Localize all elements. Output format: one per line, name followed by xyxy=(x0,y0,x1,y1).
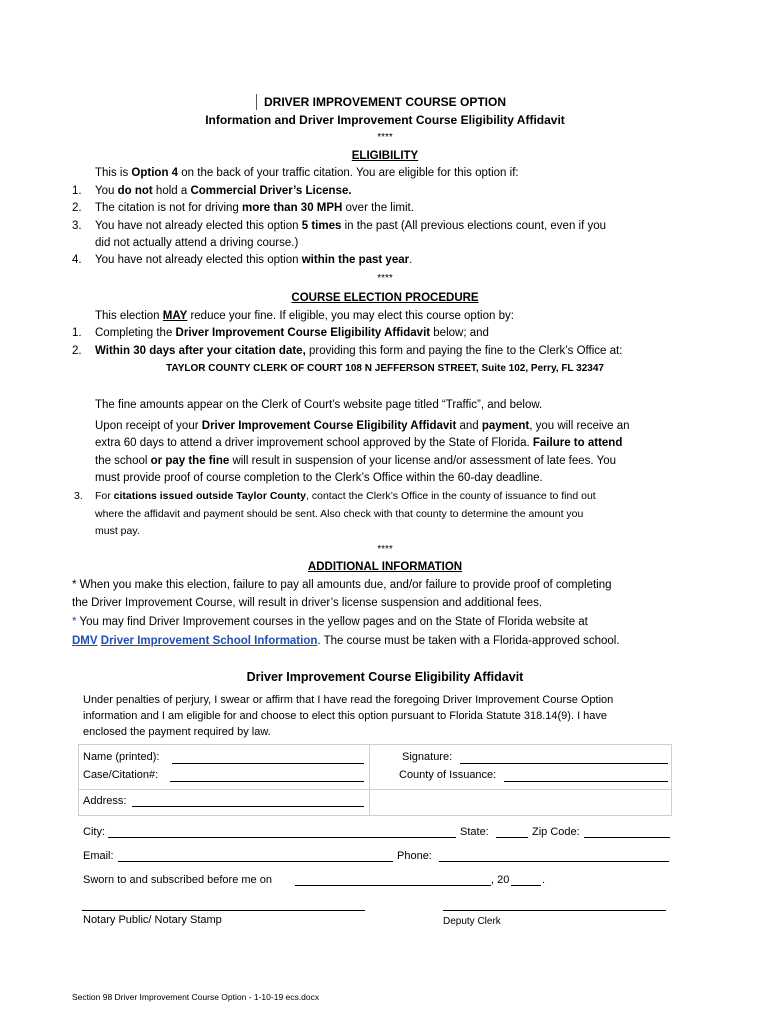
school-info-link[interactable]: Driver Improvement School Information xyxy=(100,635,318,647)
page-subtitle: Information and Driver Improvement Course Eligibility Affidavit xyxy=(205,113,565,127)
procedure-item: Completing the Driver Improvement Course Eligibility Affidavit below; and xyxy=(95,327,489,339)
name-field[interactable] xyxy=(172,763,364,764)
separator: **** xyxy=(377,544,393,555)
citation-field-label: Case/Citation#: xyxy=(83,769,159,781)
footer-filename: Section 98 Driver Improvement Course Option - 1-10-19 ecs.docx xyxy=(72,992,320,1002)
county-field-label: County of Issuance: xyxy=(399,769,497,781)
additional-line: the Driver Improvement Course, will result in driver’s license suspension and additional fees. xyxy=(72,597,543,609)
eligibility-heading: ELIGIBILITY xyxy=(351,150,419,162)
additional-line: * When you make this election, failure to pay all amounts due, and/or failure to provide proof of completing xyxy=(72,579,612,591)
additional-heading: ADDITIONAL INFORMATION xyxy=(307,561,463,573)
list-number: 3. xyxy=(72,220,82,232)
list-number: 1. xyxy=(72,185,82,197)
clerk-address: TAYLOR COUNTY CLERK OF COURT 108 N JEFFERSON STREET, Suite 102, Perry, FL 32347 xyxy=(166,363,604,374)
affidavit-heading: Driver Improvement Course Eligibility Affidavit xyxy=(246,670,524,684)
affidavit-paragraph: enclosed the payment required by law. xyxy=(83,726,271,738)
list-number: 2. xyxy=(72,202,82,214)
clerk-label: Deputy Clerk xyxy=(443,916,501,927)
procedure-intro: This election MAY reduce your fine. If eligible, you may elect this course option by: xyxy=(95,310,514,322)
notary-label: Notary Public/ Notary Stamp xyxy=(83,914,222,926)
affidavit-paragraph: information and I am eligible for and choose to elect this option pursuant to Florida Statute 318.14(9). I have xyxy=(83,710,608,722)
state-field[interactable] xyxy=(496,837,528,838)
address-field[interactable] xyxy=(132,806,364,807)
zip-field-label: Zip Code: xyxy=(532,826,580,838)
eligibility-item: You have not already elected this option 5 times in the past (All previous elections count, even if you xyxy=(95,220,607,232)
fine-note: The fine amounts appear on the Clerk of Court’s website page titled “Traffic”, and below. xyxy=(95,399,543,411)
eligibility-item: The citation is not for driving more than 30 MPH over the limit. xyxy=(95,202,414,214)
email-field[interactable] xyxy=(118,861,393,862)
procedure-paragraph: the school or pay the fine will result in suspension of your license and/or assessment of late fees. You xyxy=(95,455,616,467)
signature-field-label: Signature: xyxy=(402,751,453,763)
eligibility-item: You do not hold a Commercial Driver’s License. xyxy=(95,185,352,197)
sworn-year-prefix: , 20 xyxy=(491,874,510,886)
sworn-year-field[interactable] xyxy=(511,885,541,886)
list-number: 4. xyxy=(72,254,82,266)
sworn-period: . xyxy=(542,874,546,886)
procedure-paragraph: Upon receipt of your Driver Improvement Course Eligibility Affidavit and payment, you will receive an xyxy=(95,420,630,432)
county-field[interactable] xyxy=(504,781,668,782)
list-number: 1. xyxy=(72,327,82,339)
signature-field[interactable] xyxy=(460,763,668,764)
eligibility-item: You have not already elected this option within the past year. xyxy=(95,254,413,266)
procedure-paragraph: extra 60 days to attend a driver improvement school approved by the State of Florida. Failure to attend xyxy=(95,437,623,449)
procedure-item-continued: must pay. xyxy=(95,525,140,537)
list-number: 2. xyxy=(72,345,82,357)
dmv-link[interactable]: DMV xyxy=(72,635,98,647)
clerk-signature-line[interactable] xyxy=(443,910,666,911)
zip-field[interactable] xyxy=(584,837,670,838)
affidavit-paragraph: Under penalties of perjury, I swear or affirm that I have read the foregoing Driver Improvement Course Option xyxy=(83,694,614,706)
list-number: 3. xyxy=(74,490,83,502)
grid-divider xyxy=(78,789,672,790)
procedure-paragraph: must provide proof of course completion to the Clerk’s Office within the 60-day deadline. xyxy=(95,472,543,484)
procedure-item-continued: where the affidavit and payment should be sent. Also check with that county to determine the amount you xyxy=(95,508,584,520)
notary-signature-line[interactable] xyxy=(82,910,365,911)
separator: **** xyxy=(377,273,393,284)
citation-field[interactable] xyxy=(170,781,364,782)
grid-divider xyxy=(369,744,370,816)
procedure-item: Within 30 days after your citation date, providing this form and paying the fine to the Clerk’s Office at: xyxy=(95,345,623,357)
separator: **** xyxy=(377,132,393,143)
sworn-text: Sworn to and subscribed before me on xyxy=(83,874,272,886)
additional-line: DMV Driver Improvement School Information. The course must be taken with a Florida-approved school. xyxy=(72,635,620,647)
sworn-date-field[interactable] xyxy=(295,885,491,886)
page-title: DRIVER IMPROVEMENT COURSE OPTION xyxy=(263,95,507,109)
address-field-label: Address: xyxy=(83,795,127,807)
phone-field-label: Phone: xyxy=(397,850,432,862)
procedure-item: For citations issued outside Taylor County, contact the Clerk’s Office in the county of issuance to find out xyxy=(95,490,596,502)
city-field[interactable] xyxy=(108,837,456,838)
name-field-label: Name (printed): xyxy=(83,751,160,763)
phone-field[interactable] xyxy=(439,861,669,862)
eligibility-intro: This is Option 4 on the back of your traffic citation. You are eligible for this option if: xyxy=(95,167,519,179)
city-field-label: City: xyxy=(83,826,105,838)
additional-line: * You may find Driver Improvement courses in the yellow pages and on the State of Florida website at xyxy=(72,616,588,628)
procedure-heading: COURSE ELECTION PROCEDURE xyxy=(291,292,479,304)
eligibility-item-continued: did not actually attend a driving course.) xyxy=(95,237,299,249)
email-field-label: Email: xyxy=(83,850,114,862)
state-field-label: State: xyxy=(460,826,489,838)
